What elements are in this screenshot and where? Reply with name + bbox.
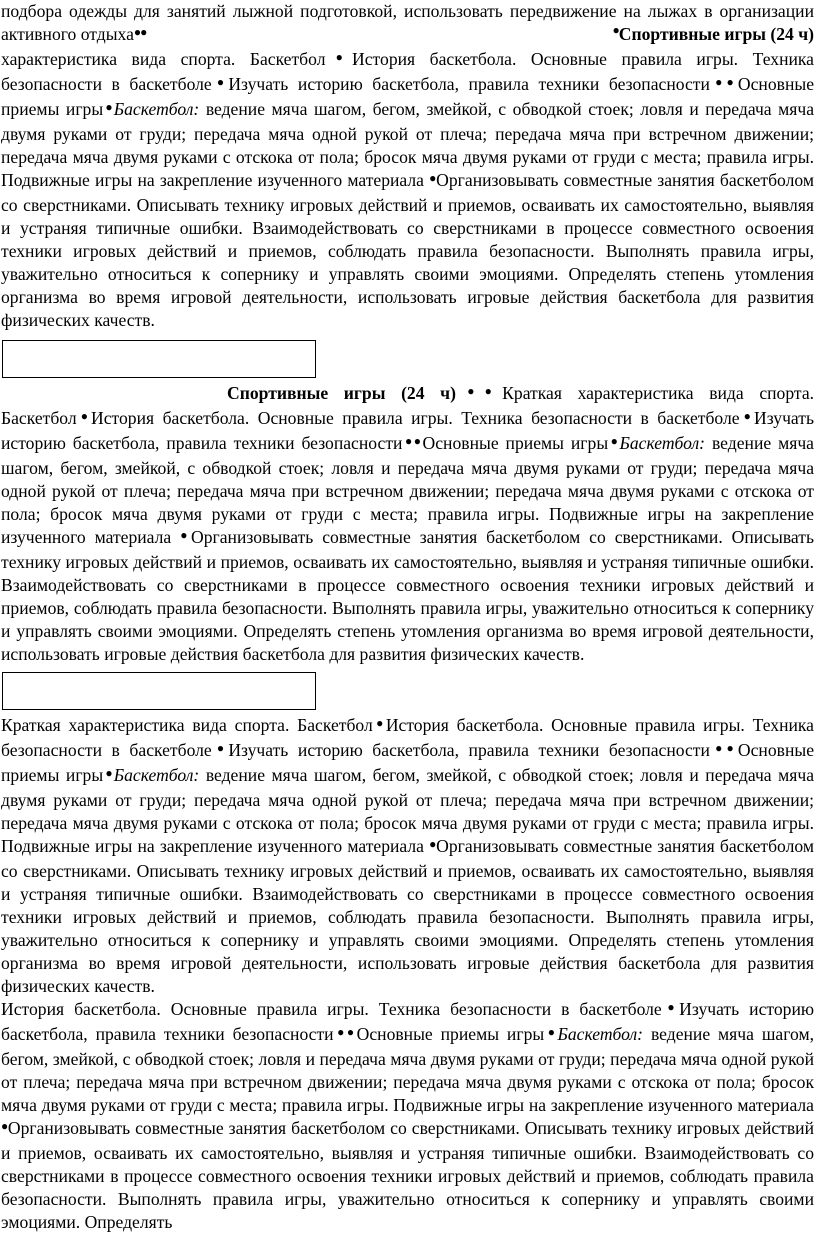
body-text: Краткая характеристика вида спорта. Баскетбол [1,715,373,735]
bullet-icon: ● [612,23,619,37]
bullet-icon: ● [661,1000,680,1014]
body-text: характеристика вида спорта. Баскетбол [1,49,326,69]
body-text: История баскетбола. Основные правила игры. Техника безопасности в баскетболе [1,999,662,1019]
body-text: История баскетбола. Основные правила игры. Техника безопасности в баскетболе [91,408,740,428]
body-text: Основные приемы игры [422,433,609,453]
bullet-icon: ●● [402,434,423,448]
body-text: Основные приемы игры [356,1024,545,1044]
body-text: ведение мяча шагом, бегом, змейкой, с обводкой стоек; ловля и передача мяча двумя руками от груди; передача мяча одной рукой от плеча; передача мяча при встречном движении; передача мяча двумя руками с отскока от пола; бросок мяча двумя руками от груди с места; правила игры. Подвижные игры на закрепление изученного материала [1,433,814,547]
body-text: Организовывать совместные занятия баскетболом со сверстниками. Описывать технику игровых действий и приемов, осваивать их самостоятельно, выявляя и устраняя типичные ошибки. Взаимодействовать со сверстниками в процессе совместного освоения техники игровых действий и приемов, соблюдать правила безопасности. Выполнять правила игры, уважительно относиться к сопернику и управлять своими эмоциями. Определять степень утомления организма во время игровой деятельности, использовать игровые действия баскетбола для развития физических качеств. [1,170,814,330]
text-block-4 [1,998,814,1234]
bullet-icon: ●● [709,741,738,755]
section-title: Спортивные игры (24 ч) [618,24,814,44]
italic-label: Баскетбол: [557,1024,644,1044]
bullet-icon: ● [608,434,620,448]
italic-label: Баскетбол: [619,433,706,453]
bullet-icon: ●● [709,75,738,89]
body-text: ведение мяча шагом, бегом, змейкой, с обводкой стоек; ловля и передача мяча двумя руками от груди; передача мяча одной рукой от плеча; передача мяча при встречном движении; передача мяча двумя руками с отскока от пола; бросок мяча двумя руками от груди с места; правила игры. Подвижные игры на закрепление изученного материала [1,99,815,190]
text-block-2 [1,382,814,666]
italic-label: Баскетбол: [113,765,200,785]
body-text: Изучать историю баскетбола, правила техники безопасности [228,740,710,760]
body-text: Организовывать совместные занятия баскетболом со сверстниками. Описывать технику игровых действий и приемов, осваивать их самостоятельно, выявляя и устраняя типичные ошибки. Взаимодействовать со сверстниками в процессе совместного освоения техники игровых действий и приемов, соблюдать правила безопасности. Выполнять правила игры, уважительно относиться к сопернику и управлять своими эмоциями. Определять [1,1118,815,1232]
body-text: Краткая характеристика вида спорта. Баскетбол [1,383,815,428]
text-block-3 [1,714,814,998]
bullet-icon: ● [211,741,229,755]
bullet-icon: ● [180,528,192,542]
bullet-icon: ●● [133,25,147,39]
body-text: История баскетбола. Основные правила игры. Техника безопасности в баскетболе [1,49,814,94]
body-text: Основные приемы игры [1,740,815,785]
empty-box [2,340,316,378]
bullet-icon: ● [372,716,386,730]
bullet-icon: ● [76,409,92,423]
bullet-icon: ● [429,837,437,851]
body-text: ведение мяча шагом, бегом, змейкой, с обводкой стоек; ловля и передача мяча двумя руками от груди; передача мяча одной рукой от плеча; передача мяча при встречном движении; передача мяча двумя руками с отскока от пола; бросок мяча двумя руками от груди с места; правила игры. Подвижные игры на закрепление изученного материала [1,765,815,856]
body-text: Основные приемы игры [1,74,815,119]
bullet-icon: ● [211,75,229,89]
body-text: ведение мяча шагом, бегом, змейкой, с обводкой стоек; ловля и передача мяча двумя руками от груди; передача мяча одной рукой от плеча; передача мяча при встречном движении; передача мяча двумя руками с отскока от пола; бросок мяча двумя руками от груди с места; правила игры. Подвижные игры на закрепление изученного материала [1,1024,814,1115]
body-text: Организовывать совместные занятия баскетболом со сверстниками. Описывать технику игровых действий и приемов, осваивать их самостоятельно, выявляя и устраняя типичные ошибки. Взаимодействовать со сверстниками в процессе совместного освоения техники игровых действий и приемов, соблюдать правила безопасности. Выполнять правила игры, уважительно относиться к сопернику и управлять своими эмоциями. Определять степень утомления организма во время игровой деятельности, использовать игровые действия баскетбола для развития физических качеств. [1,527,814,664]
section-title: Спортивные игры (24 ч) [227,383,456,403]
body-text: История баскетбола. Основные правила игры. Техника безопасности в баскетболе [1,715,814,760]
body-text: Изучать историю баскетбола, правила техники безопасности [228,74,710,94]
bullet-icon: ● [325,50,353,64]
bullet-icon: ● [103,766,114,780]
body-text: Организовывать совместные занятия баскетболом со сверстниками. Описывать технику игровых действий и приемов, осваивать их самостоятельно, выявляя и устраняя типичные ошибки. Взаимодействовать со сверстниками в процессе совместного освоения техники игровых действий и приемов, соблюдать правила безопасности. Выполнять правила игры, уважительно относиться к сопернику и управлять своими эмоциями. Определять степень утомления организма во время игровой деятельности, использовать игровые действия баскетбола для развития физических качеств. [1,836,814,996]
bullet-icon: ● [739,409,754,423]
italic-label: Баскетбол: [113,99,200,119]
bullet-icon: ● [103,100,114,114]
intro-text: подбора одежды для занятий лыжной подготовкой, использовать передвижение на лыжах в организации активного отдыха [1,1,814,44]
bullet-icon: ●● [455,384,503,398]
bullet-icon: ● [429,171,437,185]
bullet-icon: ● [1,1119,8,1133]
bullet-icon: ●● [333,1025,357,1039]
body-text: Изучать историю баскетбола, правила техники безопасности [1,408,814,453]
text-block-1 [1,0,814,332]
empty-box [2,672,316,710]
bullet-icon: ● [544,1025,558,1039]
body-text: Изучать историю баскетбола, правила техники безопасности [1,999,814,1044]
